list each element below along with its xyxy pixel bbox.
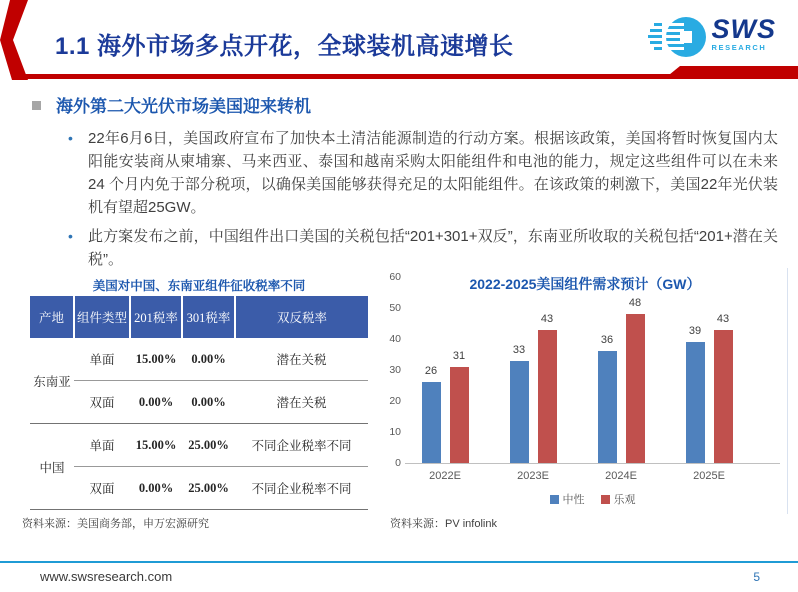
cell: 单面: [74, 338, 130, 381]
chart-title: 2022-2025美国组件需求预计（GW）: [469, 276, 701, 292]
cell: 潜在关税: [235, 381, 368, 424]
bullet-dot-icon: •: [68, 228, 73, 244]
chart-bar-value: 43: [540, 313, 554, 325]
cell: 单面: [74, 424, 130, 467]
table-header-row: [30, 296, 368, 338]
col-header: 产地: [30, 296, 74, 338]
footer-rule: [0, 561, 798, 563]
globe-icon: [646, 16, 706, 58]
cell: 0.00%: [130, 467, 182, 510]
sws-logo: [646, 16, 776, 58]
globe-square: [680, 31, 692, 43]
chart-bar-2-1: [626, 314, 645, 463]
cell: 25.00%: [182, 424, 235, 467]
table-title: 美国对中国、东南亚组件征收税率不同: [92, 279, 306, 293]
chart-source: 资料来源：PV infolink: [390, 518, 497, 530]
globe-stripe: [664, 23, 684, 26]
legend-label: 中性: [562, 494, 585, 506]
table-row: [30, 381, 368, 424]
y-tick-label: 0: [395, 457, 401, 469]
cell: 0.00%: [130, 381, 182, 424]
globe-stripe: [664, 47, 684, 50]
cell: 不同企业税率不同: [235, 467, 368, 510]
cell: 0.00%: [182, 381, 235, 424]
cell: 双面: [74, 381, 130, 424]
cell: 0.00%: [182, 338, 235, 381]
globe-dash: [650, 41, 662, 44]
page-title: 1.1 海外市场多点开花，全球装机高速增长: [55, 33, 514, 60]
logo-text: [711, 16, 776, 52]
chart-x-label: 2024E: [605, 470, 637, 482]
bullet-paragraph: [68, 127, 778, 219]
chart-bar-2-0: [598, 351, 617, 463]
table-row: [30, 424, 368, 467]
gray-square-bullet-icon: [32, 101, 41, 110]
logo-sub: RESEARCH: [711, 43, 767, 52]
chart-bar-value: 31: [452, 350, 466, 362]
chart-bar-1-0: [510, 361, 529, 463]
y-tick-label: 40: [389, 333, 401, 345]
y-tick-label: 60: [389, 271, 401, 283]
chart-plot: [405, 277, 780, 464]
table-row: [30, 467, 368, 510]
bullet-text: 此方案发布之前，中国组件出口美国的关税包括“201+301+双反”，东南亚所收取的关税包括“201+潜在关税”。: [88, 228, 778, 268]
bullet-paragraph: [68, 225, 778, 271]
globe-dash: [650, 29, 662, 32]
chart-bar-1-1: [538, 330, 557, 463]
bullet-dot-icon: •: [68, 130, 73, 146]
legend-label: 乐观: [613, 494, 636, 506]
red-rule-thin: [12, 74, 672, 79]
cell: 25.00%: [182, 467, 235, 510]
cell: 15.00%: [130, 424, 182, 467]
page-number: 5: [753, 570, 760, 584]
col-header: 组件类型: [74, 296, 130, 338]
chart-bar-3-1: [714, 330, 733, 463]
chart-bar-0-0: [422, 382, 441, 463]
footer-url-link[interactable]: www.swsresearch.com: [40, 569, 173, 584]
legend-swatch: [550, 495, 559, 504]
chart-bar-value: 26: [424, 365, 438, 377]
chart-bar-value: 36: [600, 334, 614, 346]
chart-bar-value: 43: [716, 313, 730, 325]
globe-dash: [648, 35, 662, 38]
col-header: 双反税率: [235, 296, 368, 338]
y-tick-label: 20: [389, 395, 401, 407]
chart-x-label: 2022E: [429, 470, 461, 482]
chart-bar-value: 48: [628, 297, 642, 309]
chart-x-label: 2025E: [693, 470, 725, 482]
origin-cell: 东南亚: [30, 338, 74, 424]
chart-legend: [405, 491, 780, 507]
globe-dash: [654, 23, 662, 26]
legend-item: [550, 491, 585, 507]
chart-bar-value: 33: [512, 344, 526, 356]
bullet-text: 22年6月6日，美国政府宣布了加快本土清洁能源制造的行动方案。根据该政策，美国将暂时恢复国内太阳能安装商从柬埔寨、马来西亚、泰国和越南采购太阳能组件和电池的能力，规定这些组件可以在未来 24 个月内免于部分税项，以确保美国能够获得充足的太阳能组件。在该政策的刺激下，美国22年光伏装机有望超25GW。: [88, 130, 778, 216]
legend-item: [601, 491, 636, 507]
col-header: 201税率: [130, 296, 182, 338]
logo-brand: SWS: [711, 14, 776, 44]
section-heading: 海外第二大光伏市场美国迎来转机: [56, 97, 311, 116]
chart-bar-0-1: [450, 367, 469, 463]
red-chevron-decoration: [0, 0, 30, 80]
y-tick-label: 10: [389, 426, 401, 438]
y-tick-label: 50: [389, 302, 401, 314]
table-row: [30, 338, 368, 381]
origin-cell: 中国: [30, 424, 74, 510]
tariff-table: [30, 296, 368, 510]
chart-bar-3-0: [686, 342, 705, 463]
globe-dash: [654, 47, 662, 50]
chart: [385, 268, 788, 514]
legend-swatch: [601, 495, 610, 504]
cell: 不同企业税率不同: [235, 424, 368, 467]
y-tick-label: 30: [389, 364, 401, 376]
chart-x-label: 2023E: [517, 470, 549, 482]
col-header: 301税率: [182, 296, 235, 338]
chart-bar-value: 39: [688, 325, 702, 337]
cell: 15.00%: [130, 338, 182, 381]
red-rule-thick: [664, 66, 798, 79]
table-source: 资料来源：美国商务部，申万宏源研究: [22, 518, 209, 530]
cell: 潜在关税: [235, 338, 368, 381]
cell: 双面: [74, 467, 130, 510]
